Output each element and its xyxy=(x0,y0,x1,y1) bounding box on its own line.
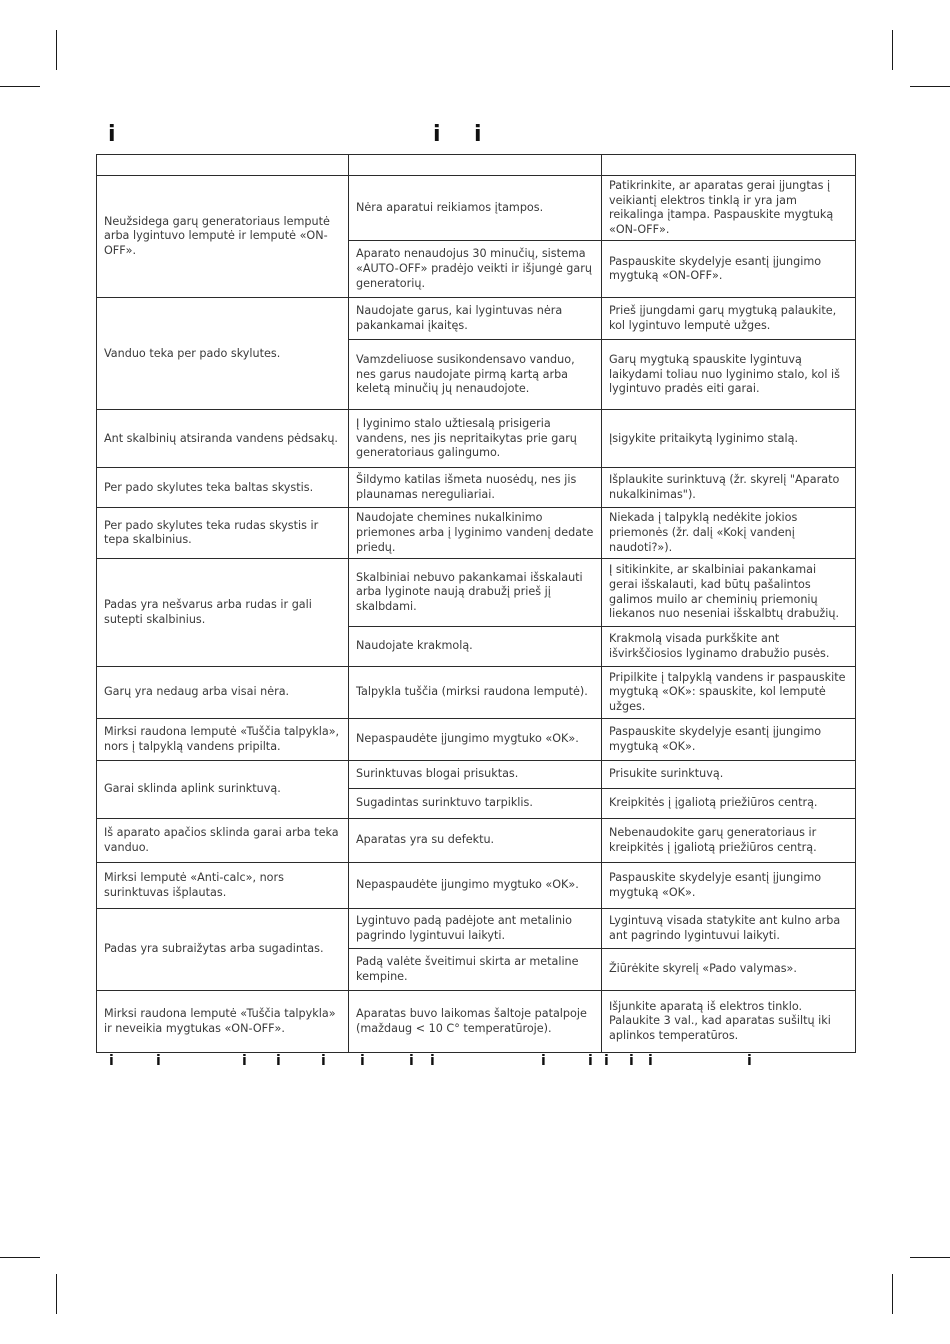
solution-cell: Krakmolą visada purkškite ant išvirkščiosios lyginamo drabužio pusės. xyxy=(602,627,856,667)
table-row xyxy=(97,559,856,627)
footer-note xyxy=(96,1053,856,1071)
footer-glyph: i xyxy=(648,1053,653,1069)
problem-cell: Garų yra nedaug arba visai nėra. xyxy=(97,667,349,719)
table-row xyxy=(97,991,856,1053)
title-glyph: i xyxy=(433,122,441,147)
cause-cell: Padą valėte šveitimui skirta ar metaline kempine. xyxy=(349,949,602,991)
page-title xyxy=(96,122,856,148)
problem-cell: Neužsidega garų generatoriaus lemputė arba lygintuvo lemputė ir lemputė «ON-OFF». xyxy=(97,176,349,298)
problem-cell: Per pado skylutes teka baltas skystis. xyxy=(97,468,349,508)
column-header-solution xyxy=(602,155,856,176)
table-row xyxy=(97,508,856,559)
table-row xyxy=(97,176,856,241)
problem-cell: Padas yra subraižytas arba sugadintas. xyxy=(97,909,349,991)
table-row xyxy=(97,819,856,863)
crop-mark xyxy=(892,1274,893,1314)
footer-glyph: i xyxy=(156,1053,161,1069)
table-row xyxy=(97,761,856,789)
cause-cell: Į lyginimo stalo užtiesalą prisigeria vandens, nes jis nepritaikytas prie garų generatoriaus galingumo. xyxy=(349,410,602,468)
cause-cell: Nepaspaudėte įjungimo mygtuko «OK». xyxy=(349,863,602,909)
footer-glyph: i xyxy=(747,1053,752,1069)
crop-mark xyxy=(0,1257,40,1258)
cause-cell: Surinktuvas blogai prisuktas. xyxy=(349,761,602,789)
crop-mark xyxy=(0,86,40,87)
cause-cell: Aparatas yra su defektu. xyxy=(349,819,602,863)
solution-cell: Pripilkite į talpyklą vandens ir paspauskite mygtuką «OK»: spauskite, kol lemputė užges. xyxy=(602,667,856,719)
crop-mark xyxy=(910,86,950,87)
problem-cell: Per pado skylutes teka rudas skystis ir tepa skalbinius. xyxy=(97,508,349,559)
problem-cell: Iš aparato apačios sklinda garai arba teka vanduo. xyxy=(97,819,349,863)
footer-glyph: i xyxy=(541,1053,546,1069)
column-header-cause xyxy=(349,155,602,176)
footer-glyph: i xyxy=(242,1053,247,1069)
cause-cell: Nepaspaudėte įjungimo mygtuko «OK». xyxy=(349,719,602,761)
problem-cell: Garai sklinda aplink surinktuvą. xyxy=(97,761,349,819)
footer-glyph: i xyxy=(360,1053,365,1069)
solution-cell: Niekada į talpyklą nedėkite jokios priemonės (žr. dalį «Kokį vandenį naudoti?»). xyxy=(602,508,856,559)
crop-mark xyxy=(910,1257,950,1258)
solution-cell: Įsigykite pritaikytą lyginimo stalą. xyxy=(602,410,856,468)
solution-cell: Žiūrėkite skyrelį «Pado valymas». xyxy=(602,949,856,991)
table-row xyxy=(97,863,856,909)
problem-cell: Mirksi raudona lemputė «Tuščia talpykla», nors į talpyklą vandens pripilta. xyxy=(97,719,349,761)
cause-cell: Aparato nenaudojus 30 minučių, sistema «AUTO-OFF» pradėjo veikti ir išjungė garų generatorių. xyxy=(349,241,602,298)
solution-cell: Prisukite surinktuvą. xyxy=(602,761,856,789)
footer-glyph: i xyxy=(321,1053,326,1069)
solution-cell: Patikrinkite, ar aparatas gerai įjungtas į veikiantį elektros tinklą ir yra jam reikalinga įtampa. Paspauskite mygtuką «ON-OFF». xyxy=(602,176,856,241)
solution-cell: Paspauskite skydelyje esantį įjungimo mygtuką «OK». xyxy=(602,863,856,909)
troubleshooting-table xyxy=(96,154,856,1053)
solution-cell: Lygintuvą visada statykite ant kulno arba ant pagrindo lygintuvui laikyti. xyxy=(602,909,856,949)
problem-cell: Padas yra nešvarus arba rudas ir gali sutepti skalbinius. xyxy=(97,559,349,667)
footer-glyph: i xyxy=(109,1053,114,1069)
footer-glyph: i xyxy=(409,1053,414,1069)
cause-cell: Lygintuvo padą padėjote ant metalinio pagrindo lygintuvui laikyti. xyxy=(349,909,602,949)
solution-cell: Kreipkitės į įgaliotą priežiūros centrą. xyxy=(602,789,856,819)
problem-cell: Mirksi lemputė «Anti-calc», nors surinktuvas išplautas. xyxy=(97,863,349,909)
crop-mark xyxy=(56,1274,57,1314)
cause-cell: Vamzdeliuose susikondensavo vanduo, nes garus naudojate pirmą kartą arba keletą minučių jų nenaudojote. xyxy=(349,340,602,410)
cause-cell: Aparatas buvo laikomas šaltoje patalpoje (maždaug < 10 C° temperatūroje). xyxy=(349,991,602,1053)
crop-mark xyxy=(56,30,57,70)
problem-cell: Mirksi raudona lemputė «Tuščia talpykla» ir neveikia mygtukas «ON-OFF». xyxy=(97,991,349,1053)
solution-cell: Išjunkite aparatą iš elektros tinklo. Palaukite 3 val., kad aparatas sušiltų iki aplinkos temperatūros. xyxy=(602,991,856,1053)
solution-cell: Paspauskite skydelyje esantį įjungimo mygtuką «ON-OFF». xyxy=(602,241,856,298)
title-glyph: i xyxy=(108,122,116,147)
cause-cell: Sugadintas surinktuvo tarpiklis. xyxy=(349,789,602,819)
solution-cell: Paspauskite skydelyje esantį įjungimo mygtuką «OK». xyxy=(602,719,856,761)
cause-cell: Naudojate garus, kai lygintuvas nėra pakankamai įkaitęs. xyxy=(349,298,602,340)
cause-cell: Naudojate chemines nukalkinimo priemones arba į lyginimo vandenį dedate priedų. xyxy=(349,508,602,559)
table-row xyxy=(97,719,856,761)
footer-glyph: i xyxy=(430,1053,435,1069)
crop-mark xyxy=(892,30,893,70)
cause-cell: Naudojate krakmolą. xyxy=(349,627,602,667)
footer-glyph: i xyxy=(604,1053,609,1069)
footer-glyph: i xyxy=(629,1053,634,1069)
cause-cell: Talpykla tuščia (mirksi raudona lemputė). xyxy=(349,667,602,719)
table-row xyxy=(97,410,856,468)
table-header-row xyxy=(97,155,856,176)
table-row xyxy=(97,298,856,340)
solution-cell: Garų mygtuką spauskite lygintuvą laikydami toliau nuo lyginimo stalo, kol iš lygintuvo pradės eiti garai. xyxy=(602,340,856,410)
footer-glyph: i xyxy=(276,1053,281,1069)
column-header-problem xyxy=(97,155,349,176)
cause-cell: Nėra aparatui reikiamos įtampos. xyxy=(349,176,602,241)
cause-cell: Šildymo katilas išmeta nuosėdų, nes jis plaunamas nereguliariai. xyxy=(349,468,602,508)
solution-cell: Nebenaudokite garų generatoriaus ir kreipkitės į įgaliotą priežiūros centrą. xyxy=(602,819,856,863)
solution-cell: Į sitikinkite, ar skalbiniai pakankamai gerai išskalauti, kad būtų pašalintos galimos muilo ar cheminių priemonių liekanos nuo neseniai išskalbtų drabužių. xyxy=(602,559,856,627)
solution-cell: Išplaukite surinktuvą (žr. skyrelį "Aparato nukalkinimas"). xyxy=(602,468,856,508)
problem-cell: Vanduo teka per pado skylutes. xyxy=(97,298,349,410)
problem-cell: Ant skalbinių atsiranda vandens pėdsakų. xyxy=(97,410,349,468)
table-row xyxy=(97,667,856,719)
title-glyph: i xyxy=(474,122,482,147)
footer-glyph: i xyxy=(588,1053,593,1069)
table-row xyxy=(97,468,856,508)
cause-cell: Skalbiniai nebuvo pakankamai išskalauti arba lyginote naują drabužį prieš jį skalbdami. xyxy=(349,559,602,627)
table-row xyxy=(97,909,856,949)
solution-cell: Prieš įjungdami garų mygtuką palaukite, kol lygintuvo lemputė užges. xyxy=(602,298,856,340)
